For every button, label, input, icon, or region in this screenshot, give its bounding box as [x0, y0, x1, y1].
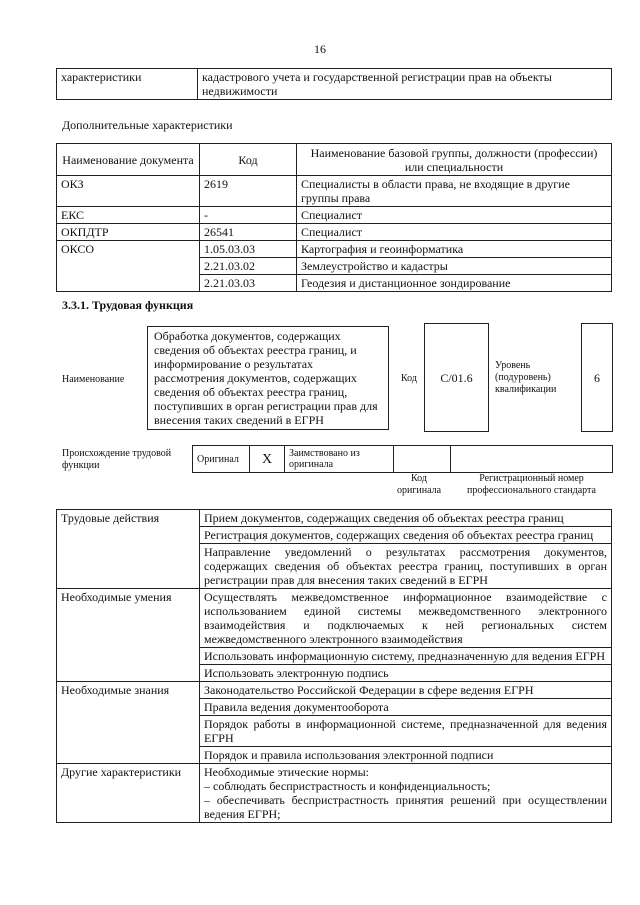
- skill-item: Использовать информационную систему, предназначенную для ведения ЕГРН: [200, 648, 612, 665]
- reg-number-caption: Регистрационный номер профессионального стандарта: [467, 473, 596, 496]
- code-cell: -: [200, 207, 297, 224]
- skill-item: Использовать электронную подпись: [200, 665, 612, 682]
- skill-item: Осуществлять межведомственное информационное взаимодействие с использованием единой системы межведомственного электронного взаимодействия и подключаемых к ней региональных систем межведомственного электронного взаимодействия: [200, 589, 612, 648]
- header-document: Наименование документа: [57, 144, 200, 176]
- characteristics-label: характеристики: [57, 69, 198, 100]
- origin-label: Происхождение трудовой функции: [62, 448, 172, 471]
- code-cell: 2.21.03.02: [200, 258, 297, 275]
- doc-cell: ОКПДТР: [57, 224, 200, 241]
- code-cell: 26541: [200, 224, 297, 241]
- ethics-item: – соблюдать беспристрастность и конфиденциальность;: [204, 779, 491, 793]
- origin-table: [192, 445, 613, 473]
- code-cell: 2619: [200, 176, 297, 207]
- original-mark: Х: [250, 446, 285, 473]
- code-label: Код: [401, 373, 417, 384]
- skills-label: Необходимые умения: [57, 589, 200, 682]
- additional-characteristics-heading: Дополнительные характеристики: [62, 118, 233, 132]
- labor-function-title: 3.3.1. Трудовая функция: [62, 298, 194, 312]
- name-cell: Специалисты в области права, не входящие в другие группы права: [297, 176, 612, 207]
- knowledge-item: Законодательство Российской Федерации в сфере ведения ЕГРН: [200, 682, 612, 699]
- characteristics-value: кадастрового учета и государственной регистрации прав на объекты недвижимости: [198, 69, 612, 100]
- code-original-caption: Код оригинала: [396, 473, 442, 496]
- table-row: [57, 224, 612, 241]
- borrowed-label: Заимствовано из оригинала: [285, 446, 394, 473]
- name-cell: Специалист: [297, 207, 612, 224]
- function-name-box: Обработка документов, содержащих сведения об объектах реестра границ, и информирование о результатах рассмотрения документов, содержащих сведения об объектах реестра границ, поступивших в орган регистрации прав для внесения таких сведений в ЕГРН: [147, 326, 389, 430]
- doc-cell: ОКСО: [57, 241, 200, 292]
- code-cell: 2.21.03.03: [200, 275, 297, 292]
- code-cell: 1.05.03.03: [200, 241, 297, 258]
- qualification-level-label: Уровень (подуровень) квалификации: [495, 360, 557, 395]
- name-label: Наименование: [62, 374, 125, 385]
- header-group-name: Наименование базовой группы, должности (профессии) или специальности: [297, 144, 612, 176]
- knowledge-item: Порядок работы в информационной системе, предназначенной для ведения ЕГРН: [200, 716, 612, 747]
- other-characteristics-cell: [200, 764, 612, 823]
- doc-cell: ЕКС: [57, 207, 200, 224]
- header-code: Код: [200, 144, 297, 176]
- other-characteristics-label: Другие характеристики: [57, 764, 200, 823]
- labor-action-item: Регистрация документов, содержащих сведения об объектах реестра границ: [200, 527, 612, 544]
- original-label: Оригинал: [193, 446, 250, 473]
- name-cell: Картография и геоинформатика: [297, 241, 612, 258]
- table-row: [57, 176, 612, 207]
- ethics-heading: Необходимые этические нормы:: [204, 765, 369, 779]
- name-cell: Специалист: [297, 224, 612, 241]
- code-original-cell: [394, 446, 451, 473]
- knowledge-item: Порядок и правила использования электронной подписи: [200, 747, 612, 764]
- reg-number-cell: [451, 446, 613, 473]
- ethics-item: – обеспечивать беспристрастность принятия решений при осуществлении ведения ЕГРН;: [204, 793, 607, 821]
- name-cell: Землеустройство и кадастры: [297, 258, 612, 275]
- labor-action-item: Направление уведомлений о результатах рассмотрения документов, содержащих сведения об объектах реестра границ, поступивших в орган регистрации прав для внесения таких сведений в ЕГРН: [200, 544, 612, 589]
- qualification-characteristics-table: [56, 68, 612, 100]
- labor-function-table: [56, 509, 612, 823]
- additional-characteristics-table: [56, 143, 612, 292]
- table-row: [57, 241, 612, 258]
- knowledge-label: Необходимые знания: [57, 682, 200, 764]
- knowledge-item: Правила ведения документооборота: [200, 699, 612, 716]
- labor-action-item: Прием документов, содержащих сведения об объектах реестра границ: [200, 510, 612, 527]
- page-number: 16: [314, 42, 326, 56]
- function-code-box: С/01.6: [424, 323, 489, 432]
- qualification-level-box: 6: [581, 323, 613, 432]
- labor-actions-label: Трудовые действия: [57, 510, 200, 589]
- name-cell: Геодезия и дистанционное зондирование: [297, 275, 612, 292]
- doc-cell: ОКЗ: [57, 176, 200, 207]
- table-row: [57, 207, 612, 224]
